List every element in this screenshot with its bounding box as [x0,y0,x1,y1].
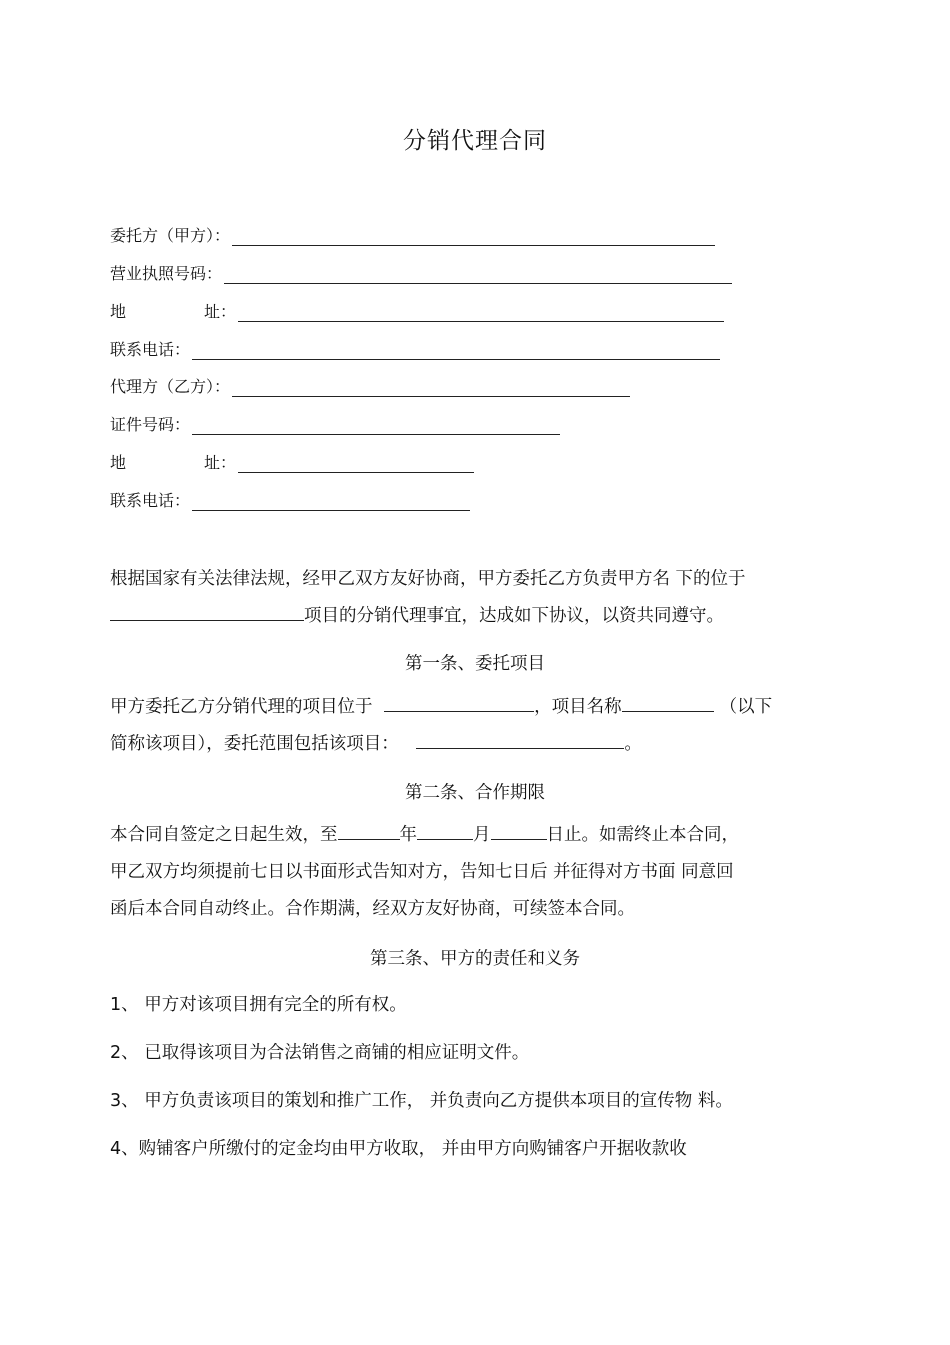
article-2-heading: 第二条、合作期限 [405,783,545,803]
project-location-blank[interactable] [110,602,304,621]
id-no-blank[interactable] [192,416,560,435]
article-3-item-1: 1、 甲方对该项目拥有完全的所有权。 [110,995,407,1015]
intro-paragraph [110,561,840,635]
field-license [110,260,732,284]
article-1-body [110,689,840,763]
project-name-blank[interactable] [622,693,714,712]
party-a-label: 委托方（甲方）： [110,226,231,245]
month-label: 月 [473,825,491,845]
license-label: 营业执照号码： [110,264,223,283]
article-3-item-3: 3、 甲方负责该项目的策划和推广工作， 并负责向乙方提供本项目的宣传物 料。 [110,1091,733,1111]
field-phone-a [110,336,720,360]
article-3-item-2: 2、 已取得该项目为合法销售之商铺的相应证明文件。 [110,1043,530,1063]
intro-line-2 [110,598,840,635]
article-1-line-1 [110,689,840,726]
address-b-label-1: 地 [110,453,127,472]
address-a-label-1: 地 [110,302,127,321]
year-label: 年 [399,825,417,845]
party-b-label: 代理方（乙方）： [110,377,231,396]
address-a-label-2: 址： [204,302,237,321]
phone-a-label: 联系电话： [110,340,191,359]
article-2-body [110,817,840,928]
document-title: 分销代理合同 [403,128,547,154]
project-position-blank[interactable] [384,693,534,712]
article-1-text-a: 甲方委托乙方分销代理的项目位于 [110,697,373,717]
field-party-b [110,373,630,397]
phone-a-blank[interactable] [192,341,720,360]
phone-b-blank[interactable] [192,492,470,511]
end-year-blank[interactable] [338,821,400,840]
article-1-heading: 第一条、委托项目 [405,654,545,674]
field-phone-b [110,487,470,511]
article-2-line-2: 甲乙双方均须提前七日以书面形式告知对方，告知七日后 并征得对方书面 同意回 [110,862,734,882]
address-b-label-2: 址： [204,453,237,472]
article-2-text-a: 本合同自签定之日起生效，至 [110,825,338,845]
end-month-blank[interactable] [417,821,473,840]
field-party-a [110,222,715,246]
article-3-item-4: 4、购铺客户所缴付的定金均由甲方收取， 并由甲方向购铺客户开据收款收 [110,1139,687,1159]
intro-line-2-text: 项目的分销代理事宜，达成如下协议，以资共同遵守。 [304,606,724,626]
article-1-line-2 [110,726,840,763]
end-day-blank[interactable] [491,821,547,840]
article-1-text-e: 。 [624,734,642,754]
article-2-text-b: 日止。如需终止本合同， [546,825,739,845]
phone-b-label: 联系电话： [110,491,191,510]
party-a-blank[interactable] [232,227,715,246]
article-2-line-3: 函后本合同自动终止。合作期满，经双方友好协商，可续签本合同。 [110,899,635,919]
address-b-blank[interactable] [238,454,474,473]
id-no-label: 证件号码： [110,415,191,434]
article-3-heading: 第三条、甲方的责任和义务 [370,949,580,969]
scope-blank[interactable] [416,730,624,749]
article-1-text-b: ，项目名称 [534,697,622,717]
license-blank[interactable] [224,265,732,284]
address-a-blank[interactable] [238,303,724,322]
field-address-b [110,449,474,473]
article-1-text-d: 简称该项目），委托范围包括该项目： [110,734,399,754]
article-1-text-c: （以下 [719,697,773,717]
article-2-line-1 [110,817,840,854]
intro-line-1: 根据国家有关法律法规，经甲乙双方友好协商，甲方委托乙方负责甲方名 下的位于 [110,569,746,589]
field-address-a [110,298,724,322]
field-id-no [110,411,560,435]
party-b-blank[interactable] [232,378,630,397]
